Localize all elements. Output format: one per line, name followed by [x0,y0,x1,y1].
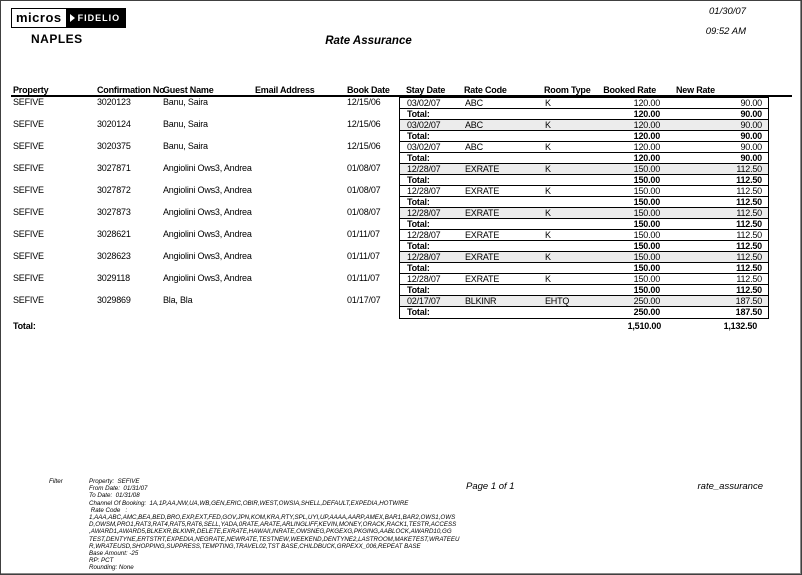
filter-line: To Date: 01/31/08 [89,492,140,500]
book-date-cell: 01/11/07 [347,273,380,283]
booked-rate-cell: 150.00 [633,186,660,196]
total-new-rate-cell: 112.50 [736,285,762,295]
room-type-cell: EHTQ [545,296,570,306]
new-rate-cell: 90.00 [740,120,762,130]
confirmation-cell: 3028621 [97,229,131,239]
new-rate-cell: 112.50 [736,252,762,262]
book-date-cell: 01/11/07 [347,229,380,239]
property-cell: SEFIVE [13,141,44,151]
col-header-property: Property [13,85,49,95]
rate-code-cell: BLKINR [465,296,497,306]
booking-info-row [1,295,421,306]
micros-fidelio-logo [11,8,126,28]
booking-info-row [1,119,421,130]
booking-info-row [1,273,421,284]
total-booked-rate-cell: 150.00 [633,219,660,229]
booked-rate-cell: 150.00 [633,274,660,284]
total-booked-rate-cell: 120.00 [633,153,660,163]
guest-name-cell: Bla, Bla [163,295,193,305]
stay-detail-row [400,230,768,241]
total-new-rate-cell: 112.50 [736,197,762,207]
rate-code-cell: EXRATE [465,164,500,174]
booking-total-row [400,219,768,230]
grand-total-label: Total: [13,321,36,331]
grand-total-new-rate: 1,132.50 [723,321,757,331]
total-label: Total: [407,285,430,295]
rate-code-cell: EXRATE [465,230,500,240]
book-date-cell: 12/15/06 [347,97,381,107]
filter-line: Rate Code : [89,506,128,514]
col-header-book-date: Book Date [347,85,390,95]
booking-info-row [1,229,421,240]
confirmation-cell: 3027872 [97,185,131,195]
stay-detail-row [400,186,768,197]
property-cell: SEFIVE [13,295,44,305]
filter-line: TEST,DENTYNE,ERTSTRT,EXPEDIA,NEGRATE,NEWRATE,TESTNEW,WEEKEND,DENTYNE2,LASTROOM,MAKETEST,WRATEEU [89,535,460,543]
booking-info-row [1,251,421,262]
filter-line: Rounding: None [89,564,134,572]
stay-date-cell: 12/28/07 [407,252,441,262]
total-label: Total: [407,175,430,185]
rate-code-cell: ABC [465,98,483,108]
guest-name-cell: Angiolini Ows3, Andrea [163,229,252,239]
confirmation-cell: 3020124 [97,119,131,129]
property-name: NAPLES [31,32,83,46]
property-cell: SEFIVE [13,119,44,129]
filter-line: 1,AAA,ABC,AMC,BEA,BED,BRO,EXP,EXT,FED,GOV,JPN,KOM,KRA,RTY,SPL,UYI,UP,AAAA,AARP,AMEX,BAR1,BAR2,OWS1,OWS [89,514,456,522]
property-cell: SEFIVE [13,229,44,239]
filter-line: From Date: 01/31/07 [89,485,148,493]
stay-date-cell: 03/02/07 [407,142,441,152]
stay-detail-row [400,208,768,219]
new-rate-cell: 90.00 [740,142,762,152]
room-type-cell: K [545,230,551,240]
guest-name-cell: Angiolini Ows3, Andrea [163,273,252,283]
grand-total-booked-rate: 1,510.00 [627,321,661,331]
confirmation-cell: 3027873 [97,207,131,217]
stay-date-cell: 12/28/07 [407,208,441,218]
filter-criteria [89,478,460,572]
booking-total-row [400,109,768,120]
report-title: Rate Assurance [325,35,412,47]
fidelio-logo-block [67,8,127,28]
guest-name-cell: Banu, Saira [163,97,208,107]
book-date-cell: 12/15/06 [347,141,381,151]
total-new-rate-cell: 90.00 [740,153,762,163]
booked-rate-cell: 120.00 [633,142,660,152]
micros-logo-text: micros [11,8,67,28]
new-rate-cell: 112.50 [736,208,762,218]
col-header-booked-rate: Booked Rate [603,85,656,95]
property-cell: SEFIVE [13,207,44,217]
filter-label: Filter [49,478,63,485]
rate-code-cell: ABC [465,120,483,130]
total-booked-rate-cell: 150.00 [633,285,660,295]
col-header-email-address: Email Address [255,85,315,95]
rate-code-cell: ABC [465,142,483,152]
total-booked-rate-cell: 120.00 [633,109,660,119]
book-date-cell: 01/11/07 [347,251,380,261]
booked-rate-cell: 120.00 [633,98,660,108]
booking-info-row [1,207,421,218]
property-cell: SEFIVE [13,251,44,261]
total-new-rate-cell: 112.50 [736,241,762,251]
filter-line: R,WRATEUSD,SHOPPING,SUPPRESS,TEMPTING,TRAVEL02,TST BASE,CHILDBUCK,GRPEXX_006,REPEAT BASE [89,542,421,550]
total-booked-rate-cell: 120.00 [633,131,660,141]
confirmation-cell: 3028623 [97,251,131,261]
total-booked-rate-cell: 250.00 [633,307,660,317]
booking-total-row [400,263,768,274]
total-new-rate-cell: 112.50 [736,263,762,273]
report-file-id: rate_assurance [697,481,763,492]
stay-detail-row [400,98,768,109]
total-label: Total: [407,197,430,207]
stay-date-cell: 02/17/07 [407,296,441,306]
filter-line: ,AWARD1,AWARD5,BLKEXR,BLKINR,DELETE,EXRATE,HAWAII,INRATE,OWSNEG,PKGEXG,PKGING,AABLOCK,AWARD10,GG [89,528,452,536]
booking-total-row [400,241,768,252]
rate-code-cell: EXRATE [465,252,500,262]
fidelio-logo-text: FIDELIO [77,13,121,23]
col-header-rate-code: Rate Code [464,85,507,95]
total-booked-rate-cell: 150.00 [633,263,660,273]
booking-info-row [1,185,421,196]
booking-total-row [400,197,768,208]
filter-line: Base Amount: -25 [89,550,139,558]
new-rate-cell: 112.50 [736,230,762,240]
total-new-rate-cell: 112.50 [736,175,762,185]
stay-date-cell: 12/28/07 [407,230,441,240]
confirmation-cell: 3027871 [97,163,131,173]
stay-detail-row [400,142,768,153]
stay-detail-box [399,97,769,319]
guest-name-cell: Angiolini Ows3, Andrea [163,163,252,173]
total-new-rate-cell: 90.00 [740,109,762,119]
stay-date-cell: 03/02/07 [407,120,441,130]
total-label: Total: [407,131,430,141]
stay-date-cell: 12/28/07 [407,164,441,174]
guest-name-cell: Angiolini Ows3, Andrea [163,185,252,195]
booked-rate-cell: 150.00 [633,252,660,262]
book-date-cell: 01/17/07 [347,295,381,305]
book-date-cell: 01/08/07 [347,207,381,217]
room-type-cell: K [545,186,551,196]
property-cell: SEFIVE [13,185,44,195]
property-cell: SEFIVE [13,97,44,107]
run-time: 09:52 AM [705,26,746,37]
room-type-cell: K [545,98,551,108]
confirmation-cell: 3020123 [97,97,131,107]
run-date: 01/30/07 [709,6,746,17]
booked-rate-cell: 150.00 [633,164,660,174]
stay-detail-row [400,252,768,263]
new-rate-cell: 90.00 [740,98,762,108]
total-label: Total: [407,307,430,317]
filter-line: RP: PCT [89,557,114,565]
booked-rate-cell: 150.00 [633,208,660,218]
booking-info-row [1,163,421,174]
total-booked-rate-cell: 150.00 [633,175,660,185]
room-type-cell: K [545,274,551,284]
property-cell: SEFIVE [13,163,44,173]
booking-info-row [1,141,421,152]
col-header-new-rate: New Rate [676,85,715,95]
total-new-rate-cell: 187.50 [735,307,762,317]
stay-detail-row [400,296,768,307]
total-booked-rate-cell: 150.00 [633,241,660,251]
book-date-cell: 01/08/07 [347,163,381,173]
room-type-cell: K [545,208,551,218]
rate-code-cell: EXRATE [465,208,500,218]
stay-detail-row [400,274,768,285]
filter-line: Property: SEFIVE [89,478,140,485]
total-new-rate-cell: 112.50 [736,219,762,229]
room-type-cell: K [545,164,551,174]
col-header-stay-date: Stay Date [406,85,446,95]
stay-date-cell: 03/02/07 [407,98,441,108]
guest-name-cell: Angiolini Ows3, Andrea [163,251,252,261]
stay-detail-row [400,120,768,131]
stay-date-cell: 12/28/07 [407,274,441,284]
confirmation-cell: 3029869 [97,295,131,305]
total-label: Total: [407,263,430,273]
room-type-cell: K [545,252,551,262]
rate-code-cell: EXRATE [465,186,500,196]
filter-line: D,OWSM,PRO1,RAT3,RAT4,RAT5,RAT6,SELL,YADA,0RATE,ARATE,ARLINGLIFF,KEVIN,MONEY,ORACK,RACK1,TESTR,ACCESS [89,521,457,529]
property-cell: SEFIVE [13,273,44,283]
new-rate-cell: 112.50 [736,186,762,196]
col-header-confirmation-no: Confirmation No [97,85,165,95]
confirmation-cell: 3029118 [97,273,130,283]
booking-total-row [400,131,768,142]
new-rate-cell: 187.50 [735,296,762,306]
booked-rate-cell: 150.00 [633,230,660,240]
col-header-room-type: Room Type [544,85,591,95]
page-number: Page 1 of 1 [466,481,515,492]
total-label: Total: [407,153,430,163]
booking-total-row [400,153,768,164]
stay-detail-row [400,164,768,175]
confirmation-cell: 3020375 [97,141,131,151]
total-label: Total: [407,109,430,119]
new-rate-cell: 112.50 [736,164,762,174]
room-type-cell: K [545,120,551,130]
arrow-right-icon [70,14,75,22]
book-date-cell: 12/15/06 [347,119,381,129]
total-booked-rate-cell: 150.00 [633,197,660,207]
new-rate-cell: 112.50 [736,274,762,284]
guest-name-cell: Banu, Saira [163,119,208,129]
booking-info-row [1,97,421,108]
col-header-guest-name: Guest Name [163,85,214,95]
grand-total-row [1,321,802,332]
total-label: Total: [407,241,430,251]
total-label: Total: [407,219,430,229]
room-type-cell: K [545,142,551,152]
booking-total-row [400,285,768,296]
total-new-rate-cell: 90.00 [740,131,762,141]
filter-line: Channel Of Booking: 1A,1P,AA,NW,UA,WB,GEN,ERIC,OBIR,WEST,OWSIA,SHELL,DEFAULT,EXPEDIA,HOTWIRE [89,499,409,507]
rate-code-cell: EXRATE [465,274,500,284]
guest-name-cell: Banu, Saira [163,141,208,151]
booked-rate-cell: 250.00 [633,296,660,306]
stay-date-cell: 12/28/07 [407,186,441,196]
book-date-cell: 01/08/07 [347,185,381,195]
guest-name-cell: Angiolini Ows3, Andrea [163,207,252,217]
booked-rate-cell: 120.00 [633,120,660,130]
booking-total-row [400,307,768,318]
booking-total-row [400,175,768,186]
